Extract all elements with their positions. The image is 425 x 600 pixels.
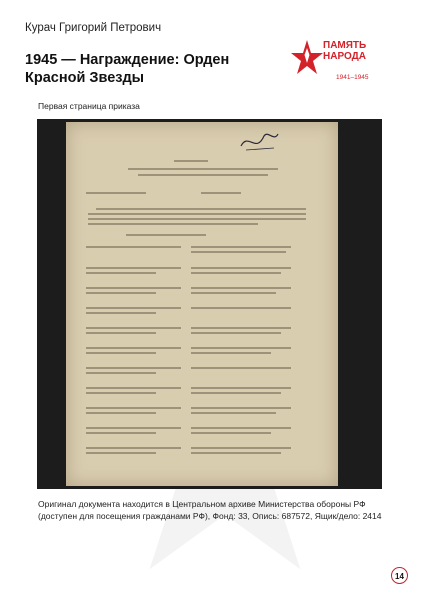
page-number: 14 <box>391 567 408 584</box>
person-name: Курач Григорий Петрович <box>25 22 162 34</box>
archival-document-image <box>66 122 338 486</box>
logo-line-1: ПАМЯТЬ <box>323 40 367 51</box>
logo-line-2: НАРОДА <box>323 51 366 62</box>
page-title: 1945 — Награждение: Орден Красной Звезды <box>25 52 230 86</box>
archive-source-note: Оригинал документа находится в Центральном архиве Министерства обороны РФ (доступен для посещения гражданами РФ), Фонд: 33, Опись: 687572, Ящик/дело: 2414 <box>38 499 382 521</box>
logo-star-icon <box>291 40 323 74</box>
document-caption: Первая страница приказа <box>38 101 140 111</box>
logo-wordmark <box>323 40 366 62</box>
logo-years: 1941–1945 <box>336 74 369 81</box>
stamp-mark <box>236 128 281 156</box>
